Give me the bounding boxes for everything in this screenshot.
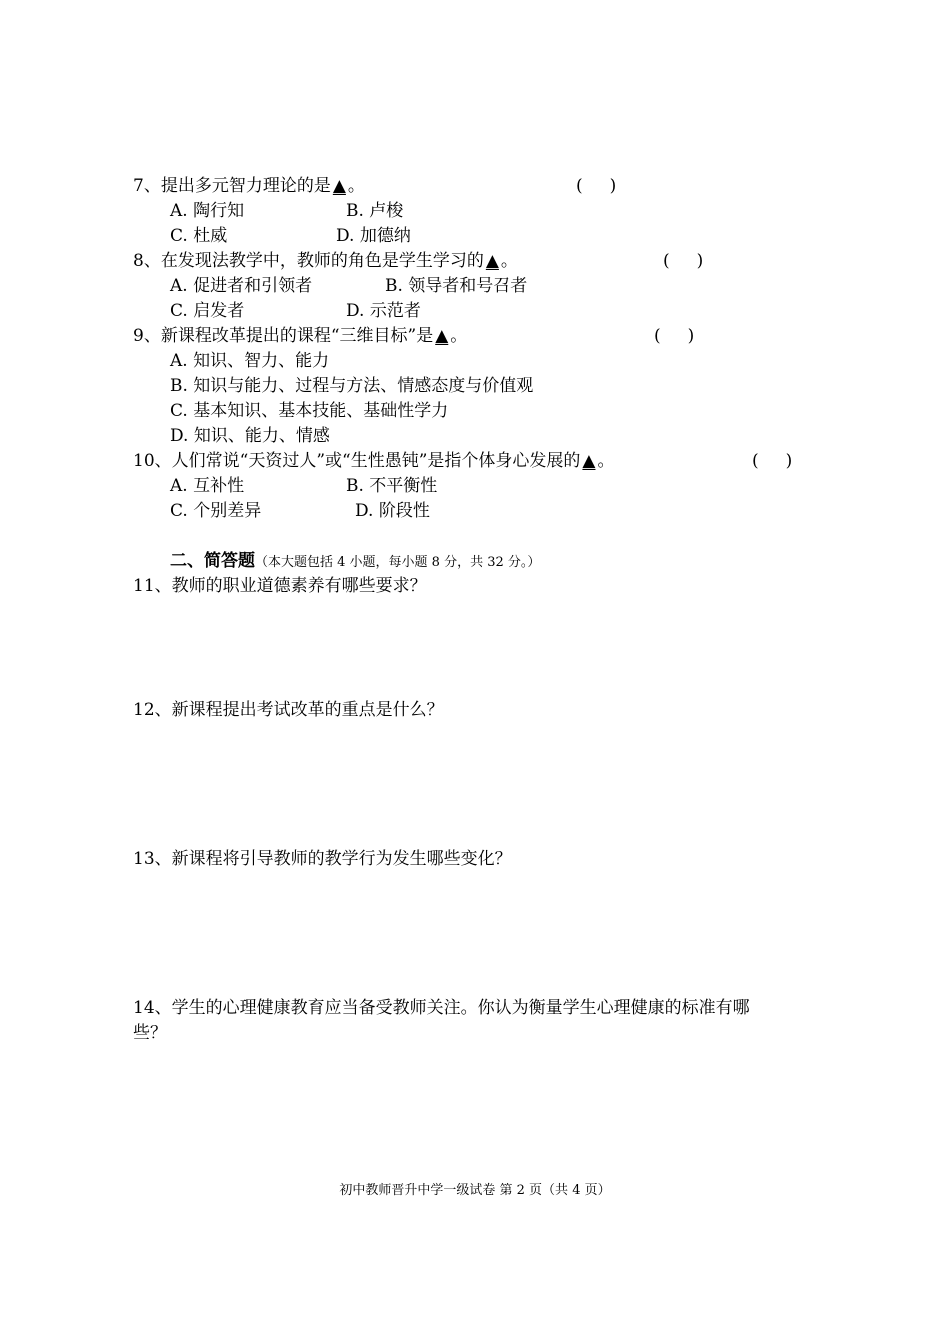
question-12: 12、新课程提出考试改革的重点是什么？ xyxy=(133,700,444,720)
section-2-note: （本大题包括 4 小题，每小题 8 分，共 32 分。） xyxy=(255,555,541,570)
question-8-option-b: B. 领导者和号召者 xyxy=(385,276,528,296)
question-7-text: 7、提出多元智力理论的是 xyxy=(133,176,331,196)
question-9-option-a: A. 知识、智力、能力 xyxy=(170,351,330,371)
question-10-option-d: D. 阶段性 xyxy=(355,501,430,521)
section-2-heading xyxy=(170,549,540,575)
question-10-blank: ▲ xyxy=(582,451,596,471)
question-7: 7、提出多元智力理论的是 ▲ 。 xyxy=(133,176,365,196)
question-10: 10、人们常说“天资过人”或“生性愚钝”是指个体身心发展的 ▲ 。 xyxy=(133,451,615,471)
question-7-answer-paren: ( ) xyxy=(576,176,617,196)
question-7-option-c: C. 杜威 xyxy=(170,226,228,246)
question-9-blank: ▲ xyxy=(435,326,449,346)
question-7-option-a: A. 陶行知 xyxy=(170,201,245,221)
question-7-option-d: D. 加德纳 xyxy=(336,226,411,246)
question-11: 11、教师的职业道德素养有哪些要求？ xyxy=(133,576,427,596)
question-8: 8、在发现法教学中，教师的角色是学生学习的 ▲ 。 xyxy=(133,251,518,271)
question-9-option-c: C. 基本知识、基本技能、基础性学力 xyxy=(170,401,449,421)
question-7-blank: ▲ xyxy=(332,176,346,196)
question-8-option-c: C. 启发者 xyxy=(170,301,245,321)
question-8-option-a: A. 促进者和引领者 xyxy=(170,276,313,296)
section-2-title: 二、简答题 xyxy=(170,551,255,571)
question-7-option-b: B. 卢梭 xyxy=(346,201,404,221)
question-9-option-b: B. 知识与能力、过程与方法、情感态度与价值观 xyxy=(170,376,534,396)
question-14-continued: 些？ xyxy=(133,1023,167,1043)
question-9-option-d: D. 知识、能力、情感 xyxy=(170,426,330,446)
question-10-answer-paren: ( ) xyxy=(752,451,793,471)
question-9-text: 9、新课程改革提出的课程“三维目标”是 xyxy=(133,326,434,346)
question-13: 13、新课程将引导教师的教学行为发生哪些变化？ xyxy=(133,849,512,869)
question-9-answer-paren: ( ) xyxy=(654,326,695,346)
question-14: 14、学生的心理健康教育应当备受教师关注。你认为衡量学生心理健康的标准有哪 xyxy=(133,998,750,1018)
question-10-text: 10、人们常说“天资过人”或“生性愚钝”是指个体身心发展的 xyxy=(133,451,581,471)
question-8-option-d: D. 示范者 xyxy=(346,301,421,321)
question-8-blank: ▲ xyxy=(485,251,499,271)
question-10-option-c: C. 个别差异 xyxy=(170,501,262,521)
question-8-answer-paren: ( ) xyxy=(663,251,704,271)
question-8-text: 8、在发现法教学中，教师的角色是学生学习的 xyxy=(133,251,484,271)
question-10-option-a: A. 互补性 xyxy=(170,476,245,496)
question-9: 9、新课程改革提出的课程“三维目标”是 ▲ 。 xyxy=(133,326,468,346)
question-10-option-b: B. 不平衡性 xyxy=(346,476,438,496)
page-footer: 初中教师晋升中学一级试卷 第 2 页（共 4 页） xyxy=(339,1183,611,1198)
